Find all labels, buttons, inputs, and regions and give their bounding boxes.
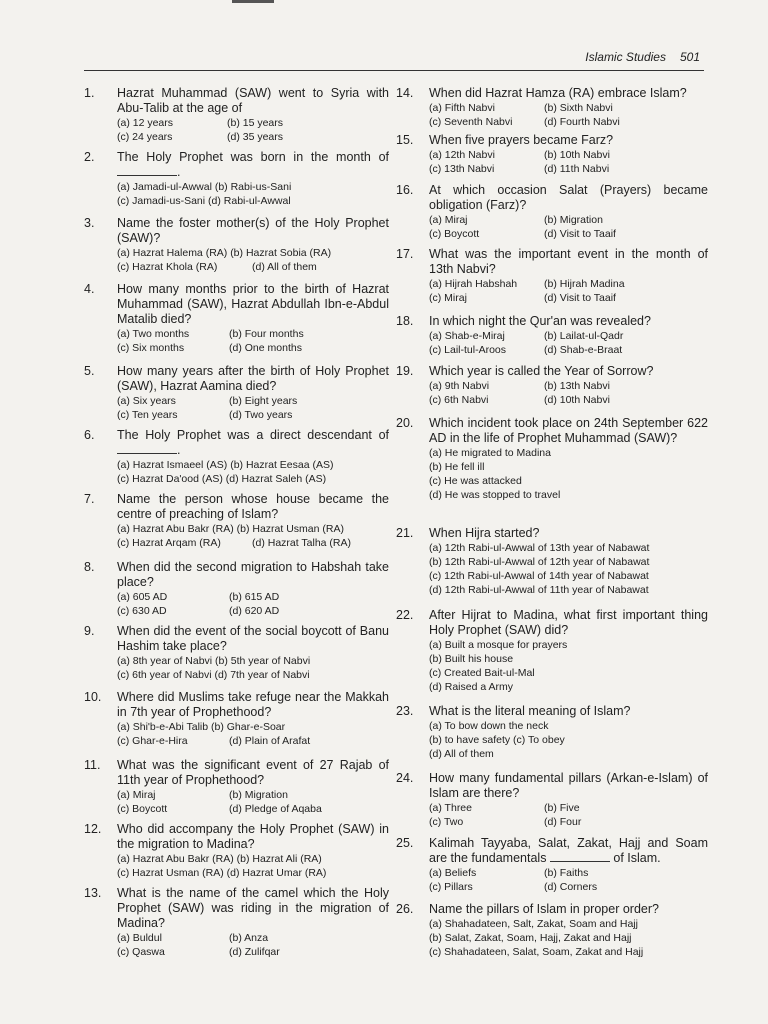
question-number: 26. xyxy=(396,902,414,916)
options-row xyxy=(429,733,708,747)
question-number: 9. xyxy=(84,624,95,638)
question-text xyxy=(117,492,389,522)
option: (c) Hazrat Khola (RA) xyxy=(117,261,218,273)
option: (c) 630 AD xyxy=(117,605,167,617)
option: (d) Shab-e-Braat xyxy=(544,344,623,356)
question xyxy=(84,364,389,422)
option: (b) 615 AD xyxy=(229,591,280,603)
question-number: 8. xyxy=(84,560,95,574)
question-text xyxy=(429,704,708,719)
scan-mark xyxy=(232,0,274,3)
option: (a) 9th Nabvi xyxy=(429,380,490,392)
question xyxy=(396,86,708,129)
options-row xyxy=(117,522,389,536)
question-text xyxy=(429,364,708,379)
options-row xyxy=(429,148,708,162)
options-row xyxy=(117,194,389,208)
option: (c) Two xyxy=(429,816,464,828)
option: (c) Created Bait-ul-Mal xyxy=(429,667,535,679)
question xyxy=(84,86,389,144)
question-text xyxy=(429,608,708,638)
option: (c) Hazrat Da'ood (AS) (d) Hazrat Saleh (AS) xyxy=(117,473,327,485)
options-row xyxy=(117,931,389,945)
option: (a) 605 AD xyxy=(117,591,168,603)
options-row xyxy=(117,260,389,274)
options-row xyxy=(117,536,389,550)
option: (c) Jamadi-us-Sani (d) Rabi-ul-Awwal xyxy=(117,195,291,207)
question xyxy=(396,183,708,241)
question-number: 1. xyxy=(84,86,95,100)
question-text-main: How many months prior to the birth of Hazrat Muhammad (SAW), Hazrat Abdullah Ibn-e-Abdul Matalib died? xyxy=(117,282,389,326)
question-text xyxy=(429,836,708,866)
options-row xyxy=(429,880,708,894)
option: (d) One months xyxy=(229,342,302,354)
question xyxy=(396,364,708,407)
options-row xyxy=(117,945,389,959)
option: (a) 12 years xyxy=(117,117,174,129)
question-number: 12. xyxy=(84,822,102,836)
options-row xyxy=(117,590,389,604)
question-text xyxy=(429,902,708,917)
option: (c) 24 years xyxy=(117,131,173,143)
option: (b) 12th Rabi-ul-Awwal of 12th year of Nabawat xyxy=(429,556,650,568)
options-row xyxy=(429,569,708,583)
question xyxy=(396,416,708,502)
options-row xyxy=(429,719,708,733)
question-text-main: In which night the Qur'an was revealed? xyxy=(429,314,651,328)
option: (a) Shahadateen, Salt, Zakat, Soam and Hajj xyxy=(429,918,638,930)
page-header xyxy=(0,50,700,70)
option: (b) Eight years xyxy=(229,395,298,407)
question-text-main: When did Hazrat Hamza (RA) embrace Islam? xyxy=(429,86,687,100)
question-text-main: At which occasion Salat (Prayers) became obligation (Farz)? xyxy=(429,183,708,212)
option: (b) Faiths xyxy=(544,867,589,879)
option: (d) Visit to Taaif xyxy=(544,228,616,240)
question xyxy=(84,886,389,959)
option: (c) Hazrat Arqam (RA) xyxy=(117,537,221,549)
option: (c) 6th year of Nabvi (d) 7th year of Nabvi xyxy=(117,669,310,681)
option: (b) Sixth Nabvi xyxy=(544,102,613,114)
option: (d) Four xyxy=(544,816,582,828)
question-number: 4. xyxy=(84,282,95,296)
option: (b) Lailat-ul-Qadr xyxy=(544,330,624,342)
question-number: 22. xyxy=(396,608,414,622)
option: (b) 10th Nabvi xyxy=(544,149,610,161)
option: (d) 12th Rabi-ul-Awwal of 11th year of Nabawat xyxy=(429,584,649,596)
option: (a) Three xyxy=(429,802,472,814)
option: (a) Shab-e-Miraj xyxy=(429,330,505,342)
option: (a) 12th Nabvi xyxy=(429,149,495,161)
options-row xyxy=(429,446,708,460)
option: (a) Hazrat Abu Bakr (RA) (b) Hazrat Usman (RA) xyxy=(117,523,344,535)
question xyxy=(84,216,389,274)
options-row xyxy=(429,638,708,652)
header-rule xyxy=(84,70,704,71)
question-text xyxy=(117,822,389,852)
question xyxy=(396,133,708,176)
question-text xyxy=(429,416,708,446)
question-text-main: Which incident took place on 24th September 622 AD in the life of Prophet Muhammad (SAW)? xyxy=(429,416,708,445)
question-number: 2. xyxy=(84,150,95,164)
options-row xyxy=(429,277,708,291)
question-number: 19. xyxy=(396,364,414,378)
question-text xyxy=(117,690,389,720)
option: (c) Boycott xyxy=(429,228,480,240)
question xyxy=(396,771,708,829)
question xyxy=(84,492,389,550)
option: (c) He was attacked xyxy=(429,475,522,487)
option: (a) Six years xyxy=(117,395,176,407)
options-row xyxy=(117,341,389,355)
question-text xyxy=(429,86,708,101)
options-row xyxy=(429,801,708,815)
question-number: 10. xyxy=(84,690,102,704)
options-row xyxy=(429,227,708,241)
option: (a) Jamadi-ul-Awwal (b) Rabi-us-Sani xyxy=(117,181,292,193)
options-row xyxy=(117,116,389,130)
question-text xyxy=(429,526,708,541)
question xyxy=(84,822,389,880)
question-text xyxy=(117,150,389,180)
question xyxy=(396,526,708,597)
question-text xyxy=(117,86,389,116)
options-row xyxy=(429,393,708,407)
question-text-main: What was the important event in the month of 13th Nabvi? xyxy=(429,247,708,276)
option: (a) Shi'b-e-Abi Talib (b) Ghar-e-Soar xyxy=(117,721,286,733)
option: (d) Hazrat Talha (RA) xyxy=(252,537,352,549)
option: (d) Plain of Arafat xyxy=(229,735,311,747)
question-number: 16. xyxy=(396,183,414,197)
options-row xyxy=(117,654,389,668)
options-row xyxy=(117,668,389,682)
option: (d) Fourth Nabvi xyxy=(544,116,620,128)
question-text-main: When did the event of the social boycott of Banu Hashim take place? xyxy=(117,624,389,653)
options-row xyxy=(429,213,708,227)
question-text-end: . xyxy=(177,165,181,179)
options-row xyxy=(117,458,389,472)
options-row xyxy=(429,488,708,502)
option: (b) Five xyxy=(544,802,580,814)
question-text-main: What was the significant event of 27 Rajab of 11th year of Prophethood? xyxy=(117,758,389,787)
options-row xyxy=(429,101,708,115)
option: (d) All of them xyxy=(252,261,317,273)
option: (d) Two years xyxy=(229,409,293,421)
question xyxy=(396,902,708,959)
question-text-main: When Hijra started? xyxy=(429,526,540,540)
option: (b) Salat, Zakat, Soam, Hajj, Zakat and Hajj xyxy=(429,932,632,944)
question xyxy=(396,314,708,357)
option: (a) Beliefs xyxy=(429,867,477,879)
option: (b) Migration xyxy=(544,214,603,226)
option: (c) Boycott xyxy=(117,803,168,815)
header-title: Islamic Studies xyxy=(585,50,666,64)
options-row xyxy=(117,180,389,194)
option: (b) Hijrah Madina xyxy=(544,278,625,290)
question-text-main: Who did accompany the Holy Prophet (SAW) in the migration to Madina? xyxy=(117,822,389,851)
option: (b) Built his house xyxy=(429,653,514,665)
options-row xyxy=(117,852,389,866)
question-text-main: When five prayers became Farz? xyxy=(429,133,614,147)
option: (a) 8th year of Nabvi (b) 5th year of Nabvi xyxy=(117,655,311,667)
question-text xyxy=(117,282,389,327)
question-text xyxy=(429,247,708,277)
question-text-end: . xyxy=(177,443,181,457)
answer-blank xyxy=(550,851,610,862)
options-row xyxy=(429,747,708,761)
options-row xyxy=(117,720,389,734)
question-number: 14. xyxy=(396,86,414,100)
question-text xyxy=(429,314,708,329)
options-row xyxy=(117,327,389,341)
question-text-main: Name the foster mother(s) of the Holy Prophet (SAW)? xyxy=(117,216,389,245)
options-row xyxy=(429,460,708,474)
question xyxy=(84,150,389,208)
option: (a) Two months xyxy=(117,328,190,340)
options-row xyxy=(429,680,708,694)
question xyxy=(84,282,389,355)
question-text-main: Name the pillars of Islam in proper order? xyxy=(429,902,659,916)
question-text-main: When did the second migration to Habshah take place? xyxy=(117,560,389,589)
options-row xyxy=(429,291,708,305)
option: (b) to have safety (c) To obey xyxy=(429,734,565,746)
question-text xyxy=(429,771,708,801)
option: (b) 13th Nabvi xyxy=(544,380,610,392)
question-text-main: The Holy Prophet was born in the month of xyxy=(117,150,389,164)
option: (b) Anza xyxy=(229,932,269,944)
question-number: 13. xyxy=(84,886,102,900)
question-number: 23. xyxy=(396,704,414,718)
option: (b) He fell ill xyxy=(429,461,485,473)
options-row xyxy=(117,604,389,618)
options-row xyxy=(429,945,708,959)
option: (a) Miraj xyxy=(429,214,468,226)
question-text-main: How many fundamental pillars (Arkan-e-Islam) of Islam are there? xyxy=(429,771,708,800)
option: (d) All of them xyxy=(429,748,494,760)
question-number: 24. xyxy=(396,771,414,785)
options-row xyxy=(429,343,708,357)
option: (d) Pledge of Aqaba xyxy=(229,803,322,815)
question xyxy=(396,704,708,761)
question-number: 11. xyxy=(84,758,101,772)
option: (c) Miraj xyxy=(429,292,467,304)
options-row xyxy=(429,115,708,129)
option: (c) Ten years xyxy=(117,409,178,421)
question-text xyxy=(429,133,708,148)
option: (d) 35 years xyxy=(227,131,284,143)
question-text xyxy=(117,758,389,788)
option: (c) Qaswa xyxy=(117,946,165,958)
question-text xyxy=(117,216,389,246)
options-row xyxy=(429,652,708,666)
answer-blank xyxy=(117,443,177,454)
option: (a) Miraj xyxy=(117,789,156,801)
answer-blank xyxy=(117,165,177,176)
option: (c) Pillars xyxy=(429,881,473,893)
option: (d) 10th Nabvi xyxy=(544,394,610,406)
question-text-main: What is the literal meaning of Islam? xyxy=(429,704,631,718)
options-row xyxy=(429,583,708,597)
option: (d) He was stopped to travel xyxy=(429,489,561,501)
option: (a) Fifth Nabvi xyxy=(429,102,495,114)
option: (c) Seventh Nabvi xyxy=(429,116,513,128)
option: (c) Six months xyxy=(117,342,185,354)
options-row xyxy=(429,162,708,176)
option: (c) Shahadateen, Salat, Soam, Zakat and Hajj xyxy=(429,946,644,958)
question-text xyxy=(117,560,389,590)
question-text xyxy=(117,428,389,458)
question-number: 17. xyxy=(396,247,414,261)
options-row xyxy=(117,246,389,260)
option: (a) 12th Rabi-ul-Awwal of 13th year of Nabawat xyxy=(429,542,650,554)
question-text-main: The Holy Prophet was a direct descendant of xyxy=(117,428,389,442)
question xyxy=(396,836,708,894)
options-row xyxy=(117,866,389,880)
options-row xyxy=(117,408,389,422)
question xyxy=(396,247,708,305)
question-text xyxy=(117,364,389,394)
options-row xyxy=(429,866,708,880)
question xyxy=(84,624,389,682)
question-text-main: Which year is called the Year of Sorrow? xyxy=(429,364,654,378)
question xyxy=(84,428,389,486)
question-text-main: Name the person whose house became the centre of preaching of Islam? xyxy=(117,492,389,521)
option: (c) 13th Nabvi xyxy=(429,163,495,175)
option: (c) Lail-tul-Aroos xyxy=(429,344,507,356)
option: (b) 15 years xyxy=(227,117,284,129)
option: (c) Ghar-e-Hira xyxy=(117,735,188,747)
question-number: 3. xyxy=(84,216,95,230)
option: (a) Built a mosque for prayers xyxy=(429,639,568,651)
option: (c) Hazrat Usman (RA) (d) Hazrat Umar (RA) xyxy=(117,867,327,879)
question-text xyxy=(117,624,389,654)
question xyxy=(396,608,708,694)
question xyxy=(84,758,389,816)
question-text-main: Kalimah Tayyaba, Salat, Zakat, Hajj and Soam are the fundamentals xyxy=(429,836,708,865)
question-text-main: What is the name of the camel which the Holy Prophet (SAW) was riding in the migration of Madina? xyxy=(117,886,389,930)
option: (a) Hazrat Halema (RA) (b) Hazrat Sobia (RA) xyxy=(117,247,332,259)
options-row xyxy=(429,541,708,555)
page-number: 501 xyxy=(679,50,700,64)
question-number: 6. xyxy=(84,428,95,442)
option: (b) Four months xyxy=(229,328,304,340)
option: (b) Migration xyxy=(229,789,288,801)
option: (a) He migrated to Madina xyxy=(429,447,551,459)
question-number: 25. xyxy=(396,836,414,850)
question-text-main: Hazrat Muhammad (SAW) went to Syria with Abu-Talib at the age of xyxy=(117,86,389,115)
options-row xyxy=(429,666,708,680)
options-row xyxy=(117,734,389,748)
options-row xyxy=(429,931,708,945)
options-row xyxy=(429,555,708,569)
options-row xyxy=(117,130,389,144)
option: (a) Buldul xyxy=(117,932,162,944)
question-number: 7. xyxy=(84,492,95,506)
question-text-main: Where did Muslims take refuge near the Makkah in 7th year of Prophethood? xyxy=(117,690,389,719)
options-row xyxy=(429,379,708,393)
question-number: 5. xyxy=(84,364,95,378)
option: (c) 12th Rabi-ul-Awwal of 14th year of Nabawat xyxy=(429,570,649,582)
option: (d) Corners xyxy=(544,881,598,893)
question-number: 21. xyxy=(396,526,414,540)
option: (d) Raised a Army xyxy=(429,681,514,693)
option: (d) Zulifqar xyxy=(229,946,280,958)
option: (a) Hazrat Abu Bakr (RA) (b) Hazrat Ali (RA) xyxy=(117,853,322,865)
question-text-main: How many years after the birth of Holy Prophet (SAW), Hazrat Aamina died? xyxy=(117,364,389,393)
question-text-main: After Hijrat to Madina, what first important thing Holy Prophet (SAW) did? xyxy=(429,608,708,637)
options-row xyxy=(429,917,708,931)
question-number: 15. xyxy=(396,133,414,147)
question-text xyxy=(117,886,389,931)
question-text xyxy=(429,183,708,213)
question-number: 18. xyxy=(396,314,414,328)
question xyxy=(84,560,389,618)
options-row xyxy=(429,815,708,829)
option: (a) Hijrah Habshah xyxy=(429,278,518,290)
options-row xyxy=(429,329,708,343)
options-row xyxy=(117,802,389,816)
option: (a) Hazrat Ismaeel (AS) (b) Hazrat Eesaa (AS) xyxy=(117,459,334,471)
option: (d) Visit to Taaif xyxy=(544,292,616,304)
options-row xyxy=(117,472,389,486)
option: (a) To bow down the neck xyxy=(429,720,549,732)
option: (d) 11th Nabvi xyxy=(544,163,610,175)
question xyxy=(84,690,389,748)
option: (d) 620 AD xyxy=(229,605,280,617)
options-row xyxy=(117,394,389,408)
options-row xyxy=(429,474,708,488)
option: (c) 6th Nabvi xyxy=(429,394,489,406)
options-row xyxy=(117,788,389,802)
question-text-end: of Islam. xyxy=(609,851,661,865)
question-number: 20. xyxy=(396,416,414,430)
